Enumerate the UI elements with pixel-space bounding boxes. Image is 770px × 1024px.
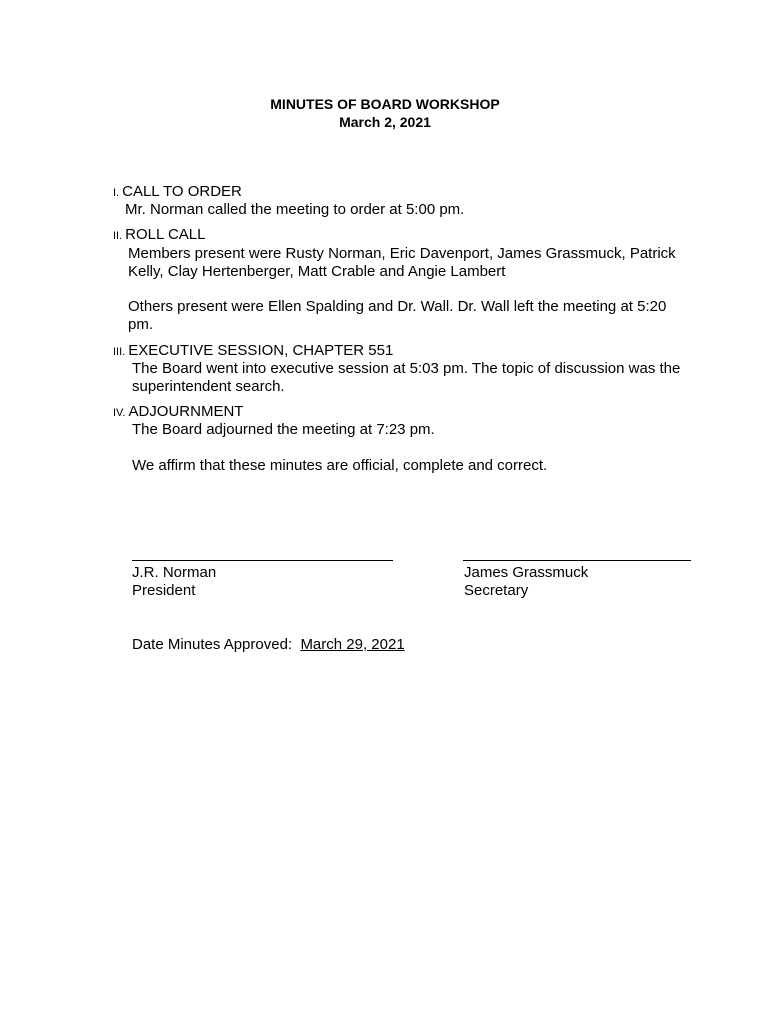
document-date: March 2, 2021 [339, 114, 431, 130]
signature-line-president [132, 560, 393, 561]
section-heading-label: ROLL CALL [125, 226, 206, 243]
affirmation-statement: We affirm that these minutes are official, complete and correct. [132, 457, 548, 474]
section-heading-executive-session [113, 342, 393, 361]
section-paragraph: Others present were Ellen Spalding and Dr. Wall. Dr. Wall left the meeting at 5:20 pm. [128, 298, 667, 333]
section-heading-roll-call [113, 226, 206, 245]
section-paragraph: The Board went into executive session at 5:03 pm. The topic of discussion was the superintendent search. [132, 360, 681, 395]
approval-date: March 29, 2021 [300, 636, 405, 653]
section-numeral: III. [113, 346, 126, 358]
section-heading-call-to-order [113, 183, 242, 202]
signer-role-secretary: Secretary [464, 582, 529, 599]
document-title: MINUTES OF BOARD WORKSHOP [270, 96, 500, 112]
section-paragraph: Mr. Norman called the meeting to order at 5:00 pm. [125, 201, 465, 218]
approval-label: Date Minutes Approved: [132, 636, 293, 653]
signer-name-secretary: James Grassmuck [464, 564, 589, 581]
section-heading-label: CALL TO ORDER [122, 183, 242, 200]
section-numeral: I. [113, 187, 120, 199]
section-paragraph: Members present were Rusty Norman, Eric Davenport, James Grassmuck, Patrick Kelly, Clay Hertenberger, Matt Crable and Angie Lambert [128, 245, 676, 280]
section-paragraph: The Board adjourned the meeting at 7:23 pm. [132, 421, 435, 438]
signer-role-president: President [132, 582, 196, 599]
section-numeral: IV. [113, 407, 126, 419]
section-numeral: II. [113, 230, 123, 242]
signature-line-secretary [463, 560, 691, 561]
approval-line [132, 636, 405, 654]
section-heading-adjournment [113, 403, 243, 422]
signer-name-president: J.R. Norman [132, 564, 217, 581]
section-heading-label: ADJOURNMENT [128, 403, 244, 420]
section-heading-label: EXECUTIVE SESSION, CHAPTER 551 [128, 342, 394, 359]
